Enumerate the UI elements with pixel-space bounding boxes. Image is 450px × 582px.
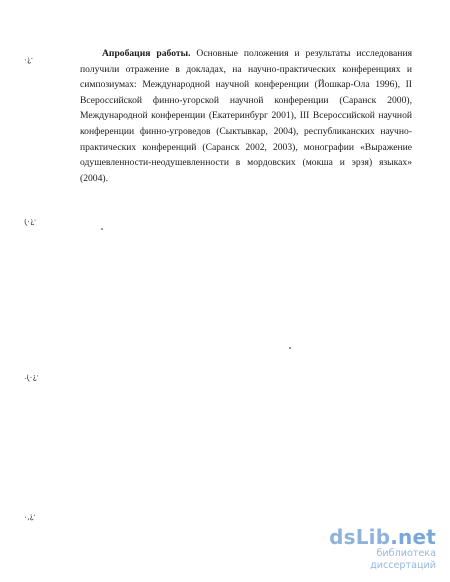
margin-scribble-mark: ·(·¿· — [23, 371, 40, 384]
margin-scribble-mark: (·¿· — [23, 215, 38, 228]
approbation-paragraph — [80, 46, 412, 186]
paragraph-text: Основные положения и результаты исследования получили отражение в докладах, на научно-практических конференциях и симпозиумах: Международной научной конференции (Йошкар-Ола 1996), II Всероссийской финно-угорской научной конференции (Саранск 2000), Международной конференции (Екатеринбург 2001), III Всероссийской научной конференции финно-угроведов (Сыктывкар, 2004), республиканских научно-практических конференций (Саранск 2002, 2003), монографии «Выражение одушевленности-неодушевленности в мордовских (мокша и эрзя) языках» (2004). — [80, 48, 412, 184]
watermark-subtitle: библиотека диссертаций — [370, 548, 436, 571]
logo-main-text: dsLib — [329, 525, 391, 549]
logo-tld-text: .net — [390, 525, 436, 549]
site-watermark — [316, 526, 436, 572]
scan-speck — [289, 347, 291, 349]
margin-scribble-mark: ·¿· — [23, 54, 35, 65]
document-body — [80, 46, 412, 186]
watermark-logo — [316, 526, 436, 548]
section-lead-label: Апробация работы. — [102, 48, 191, 59]
scan-speck — [101, 228, 103, 230]
margin-scribble-mark: ·,¿· — [23, 510, 37, 523]
